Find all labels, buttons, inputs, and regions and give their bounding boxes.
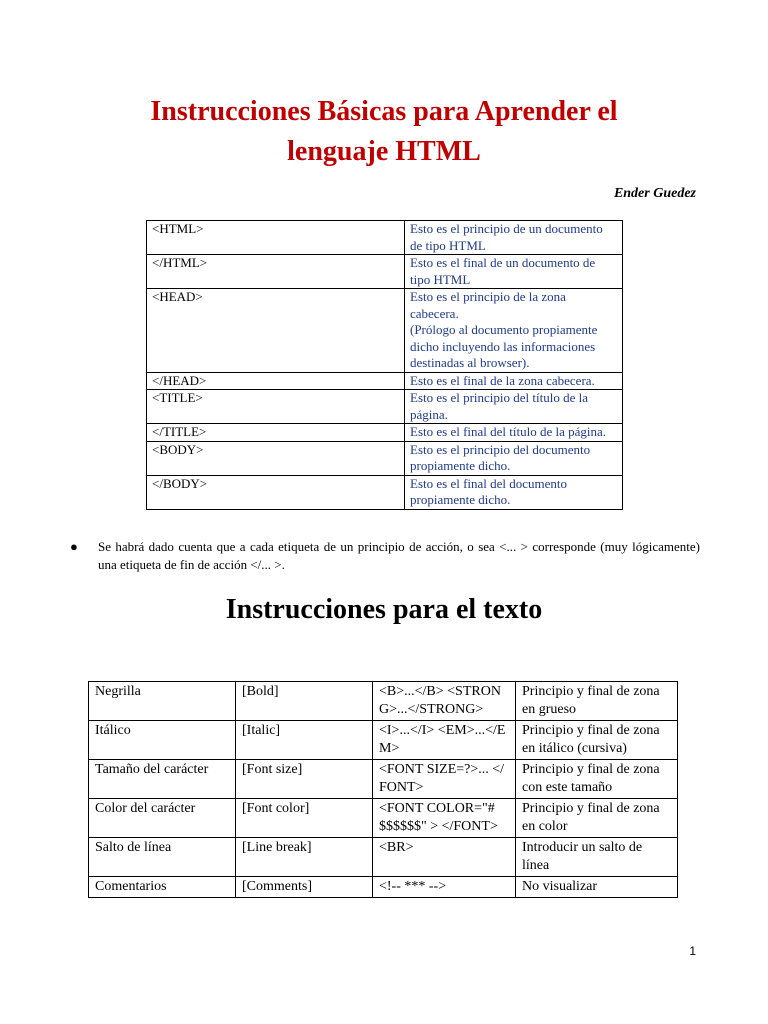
table-row [89, 721, 678, 760]
table-row [147, 255, 623, 289]
bullet-text: Se habrá dado cuenta que a cada etiqueta de un principio de acción, o sea <... > corresponde (muy lógicamente) una etiqueta de fin de acción </... >. [98, 539, 700, 572]
tag-cell: </HEAD> [147, 372, 405, 390]
title-line-1: Instrucciones Básicas para Aprender el [150, 96, 618, 127]
name-cell: Itálico [89, 721, 236, 760]
desc-cell: Esto es el principio de un documento de tipo HTML [405, 221, 623, 255]
desc-cell: Esto es el final del título de la página. [405, 424, 623, 442]
text-instructions-table [88, 681, 678, 898]
tag-cell: <BODY> [147, 441, 405, 475]
code-cell: <!-- *** --> [373, 877, 516, 898]
desc-cell [405, 289, 623, 373]
desc-cell: Esto es el principio del título de la página. [405, 390, 623, 424]
english-cell: [Font color] [236, 799, 373, 838]
name-cell: Negrilla [89, 682, 236, 721]
desc-cell: Esto es el final de un documento de tipo HTML [405, 255, 623, 289]
title-line-2: lenguaje HTML [287, 136, 481, 167]
desc-cell: Esto es el principio del documento propiamente dicho. [405, 441, 623, 475]
table-row [89, 682, 678, 721]
tag-cell: <HEAD> [147, 289, 405, 373]
table-row [147, 289, 623, 373]
desc-cell: Esto es el final del documento propiamente dicho. [405, 475, 623, 509]
name-cell: Comentarios [89, 877, 236, 898]
code-cell: <BR> [373, 838, 516, 877]
page-number: 1 [689, 944, 696, 958]
english-cell: [Font size] [236, 760, 373, 799]
desc-cell: Principio y final de zona en color [516, 799, 678, 838]
table-row [89, 760, 678, 799]
document-title [0, 92, 768, 172]
name-cell: Color del carácter [89, 799, 236, 838]
english-cell: [Bold] [236, 682, 373, 721]
code-cell: <FONT COLOR="#$$$$$$" > </FONT> [373, 799, 516, 838]
table-row [147, 372, 623, 390]
author-name: Ender Guedez [613, 186, 696, 201]
tag-cell: <TITLE> [147, 390, 405, 424]
name-cell: Salto de línea [89, 838, 236, 877]
table-row [147, 424, 623, 442]
section-heading: Instrucciones para el texto [225, 594, 543, 625]
table-row [89, 799, 678, 838]
code-cell: <B>...</B> <STRONG>...</STRONG> [373, 682, 516, 721]
desc-cell: Principio y final de zona en grueso [516, 682, 678, 721]
bullet-dot-icon: ● [70, 539, 78, 554]
table-row [89, 877, 678, 898]
tag-cell: <HTML> [147, 221, 405, 255]
english-cell: [Line break] [236, 838, 373, 877]
english-cell: [Italic] [236, 721, 373, 760]
desc-cell: Principio y final de zona con este tamaño [516, 760, 678, 799]
tag-cell: </BODY> [147, 475, 405, 509]
table-row [147, 475, 623, 509]
desc-cell: Esto es el final de la zona cabecera. [405, 372, 623, 390]
desc-cell: Principio y final de zona en itálico (cursiva) [516, 721, 678, 760]
desc-line: (Prólogo al documento propiamente dicho incluyendo las informaciones destinadas al browser). [410, 322, 598, 370]
table-row [147, 390, 623, 424]
tag-cell: </TITLE> [147, 424, 405, 442]
table-row [89, 838, 678, 877]
table-row [147, 221, 623, 255]
table-row [147, 441, 623, 475]
code-cell: <FONT SIZE=?>... </FONT> [373, 760, 516, 799]
english-cell: [Comments] [236, 877, 373, 898]
desc-cell: Introducir un salto de línea [516, 838, 678, 877]
name-cell: Tamaño del carácter [89, 760, 236, 799]
tag-cell: </HTML> [147, 255, 405, 289]
code-cell: <I>...</I> <EM>...</EM> [373, 721, 516, 760]
html-tags-table [146, 220, 623, 510]
desc-line: Esto es el principio de la zona cabecera. [410, 289, 566, 321]
desc-cell: No visualizar [516, 877, 678, 898]
